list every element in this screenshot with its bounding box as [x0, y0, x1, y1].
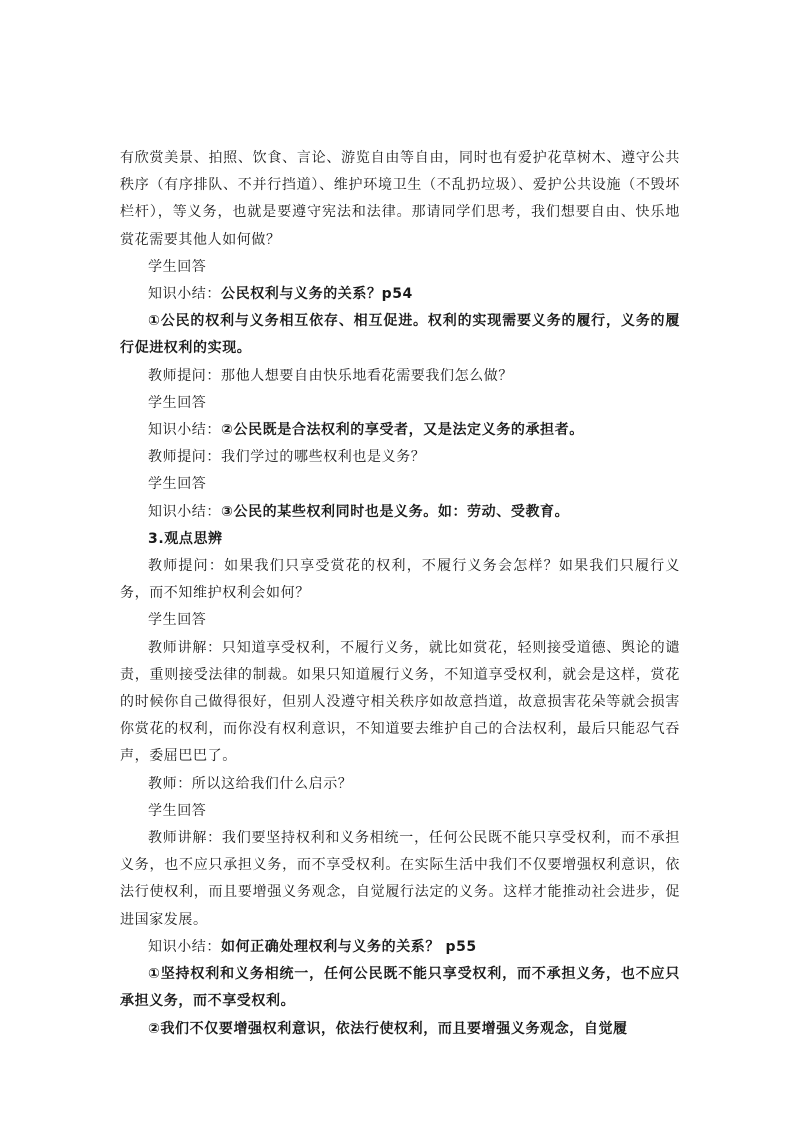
summary-point-3-text: ③公民的某些权利同时也是义务。如：劳动、受教育。	[221, 503, 570, 520]
student-answer-1: 学生回答	[148, 258, 207, 275]
summary-handling-question	[120, 934, 680, 961]
handling-point-1: ①坚持权利和义务相统一，任何公民既不能只享受权利，而不承担义务，也不应只承担义务，而不享受权利。	[120, 966, 680, 1010]
student-answer-2: 学生回答	[148, 394, 207, 411]
teacher-question-3: 教师提问：如果我们只享受赏花的权利，不履行义务会怎样？如果我们只履行义务，而不知维护权利会如何？	[120, 558, 680, 602]
summary-label: 知识小结：	[148, 938, 221, 955]
teacher-question-4: 教师：所以这给我们什么启示？	[148, 775, 353, 792]
summary-label: 知识小结：	[148, 422, 221, 439]
summary-question: 公民权利与义务的关系？p54	[221, 286, 413, 303]
point-1-interdependence: ①公民的权利与义务相互依存、相互促进。权利的实现需要义务的履行，义务的履行促进权利的实现。	[120, 313, 680, 357]
student-answer-3: 学生回答	[148, 476, 207, 493]
teacher-question-2: 教师提问：我们学过的哪些权利也是义务？	[148, 449, 426, 466]
summary-point-2-text: ②公民既是合法权利的享受者，又是法定义务的承担者。	[221, 422, 584, 439]
summary-label: 知识小结：	[148, 503, 221, 520]
student-answer-4: 学生回答	[148, 612, 207, 629]
section-heading-debate: 3.观点思辨	[148, 530, 223, 547]
teacher-question-1: 教师提问：那他人想要自由快乐地看花需要我们怎么做？	[148, 367, 513, 384]
summary-label: 知识小结：	[148, 286, 221, 303]
summary-relationship-question	[120, 281, 680, 308]
document-body	[120, 145, 680, 1043]
handling-point-2: ②我们不仅要增强权利意识，依法行使权利，而且要增强义务观念，自觉履	[148, 1020, 628, 1037]
teacher-explanation-2: 教师讲解：我们要坚持权利和义务相统一，任何公民既不能只享受权利，而不承担义务，也不应只承担义务，而不享受权利。在实际生活中我们不仅要增强权利意识，依法行使权利，而且要增强义务观念，自觉履行法定的义务。这样才能推动社会进步，促进国家发展。	[120, 830, 680, 928]
summary-point-3	[120, 499, 680, 526]
paragraph-intro: 有欣赏美景、拍照、饮食、言论、游览自由等自由，同时也有爱护花草树木、遵守公共秩序（有序排队、不并行挡道）、维护环境卫生（不乱扔垃圾）、爱护公共设施（不毁坏栏杆），等义务，也就是要遵守宪法和法律。那请同学们思考，我们想要自由、快乐地赏花需要其他人如何做？	[120, 150, 680, 248]
teacher-explanation-1: 教师讲解：只知道享受权利，不履行义务，就比如赏花，轻则接受道德、舆论的谴责，重则接受法律的制裁。如果只知道履行义务，不知道享受权利，就会是这样，赏花的时候你自己做得很好，但别人没遵守相关秩序如故意挡道，故意损害花朵等就会损害你赏花的权利，而你没有权利意识，不知道要去维护自己的合法权利，最后只能忍气吞声，委屈巴巴了。	[120, 639, 680, 765]
student-answer-5: 学生回答	[148, 802, 207, 819]
summary-point-2	[120, 417, 680, 444]
summary-handling-text: 如何正确处理权利与义务的关系？ p55	[221, 938, 477, 955]
